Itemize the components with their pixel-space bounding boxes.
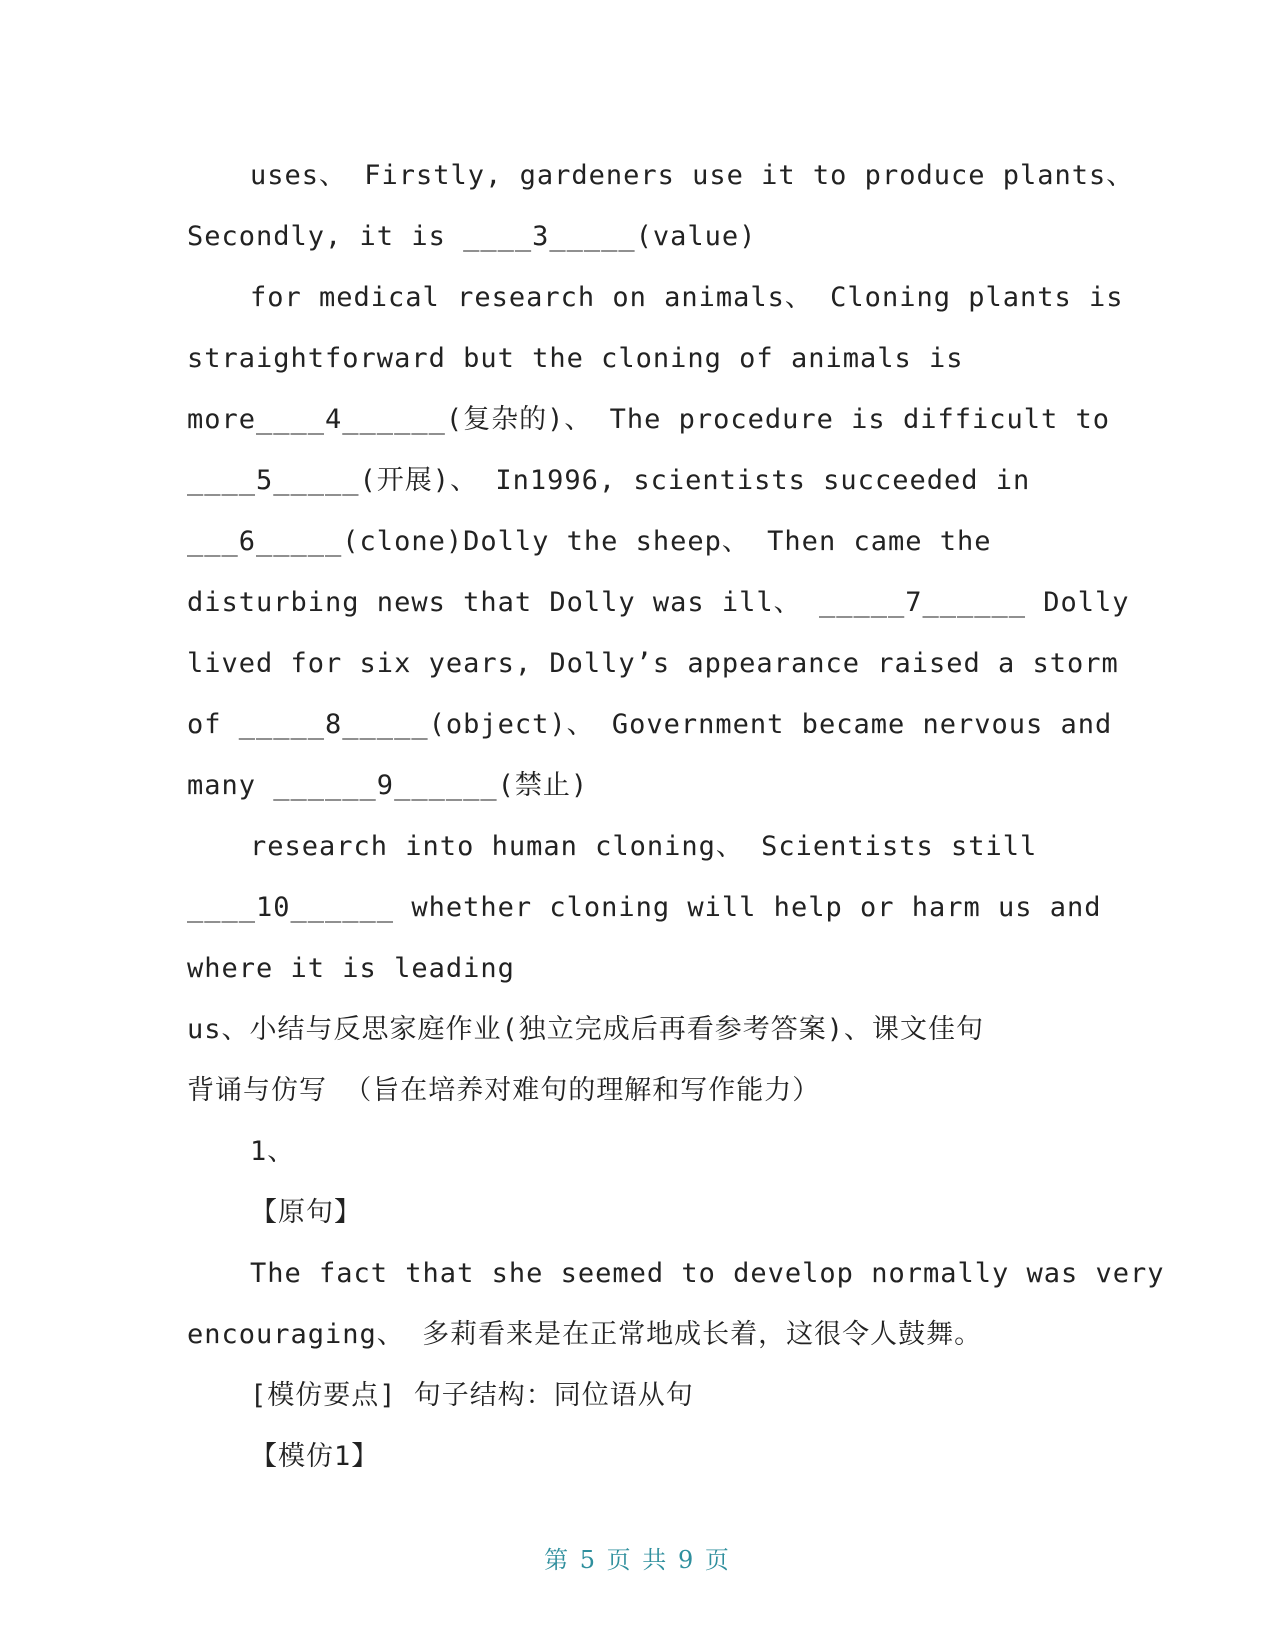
text-line: of _____8_____(object)、 Government became nervous and [187, 709, 1113, 740]
page-number-footer: 第 5 页 共 9 页 [544, 1546, 731, 1574]
text-line: lived for six years, Dolly’s appearance raised a storm [187, 648, 1119, 679]
text-line: research into human cloning、 Scientists still [250, 831, 1038, 862]
document-body [187, 145, 1165, 1487]
text-line: where it is leading [187, 953, 515, 984]
text-line: ___6_____(clone)Dolly the sheep、 Then came the [187, 526, 992, 557]
text-line: Secondly, it is ____3_____(value) [187, 221, 757, 252]
text-line: encouraging、 多莉看来是在正常地成长着，这很令人鼓舞。 [187, 1319, 983, 1350]
text-line: ____10______ whether cloning will help or harm us and [187, 892, 1102, 923]
text-line: many ______9______(禁止) [187, 770, 589, 801]
text-line: [模仿要点] 句子结构：同位语从句 [250, 1380, 694, 1411]
text-line: 背诵与仿写 （旨在培养对难句的理解和写作能力） [187, 1075, 821, 1106]
text-line: The fact that she seemed to develop normally was very [250, 1258, 1165, 1289]
text-line: us、小结与反思家庭作业(独立完成后再看参考答案)、课文佳句 [187, 1014, 985, 1045]
text-line: more____4______(复杂的)、 The procedure is difficult to [187, 404, 1111, 435]
text-line: uses、 Firstly, gardeners use it to produce plants、 [250, 160, 1135, 191]
text-line: 【模仿1】 [250, 1441, 380, 1472]
text-line: straightforward but the cloning of animals is [187, 343, 964, 374]
text-line: ____5_____(开展)、 In1996, scientists succeeded in [187, 465, 1031, 496]
text-line: disturbing news that Dolly was ill、 _____7______ Dolly [187, 587, 1130, 618]
text-line: for medical research on animals、 Cloning plants is [250, 282, 1124, 313]
text-line: 【原句】 [250, 1197, 362, 1228]
text-line: 1、 [250, 1136, 296, 1167]
